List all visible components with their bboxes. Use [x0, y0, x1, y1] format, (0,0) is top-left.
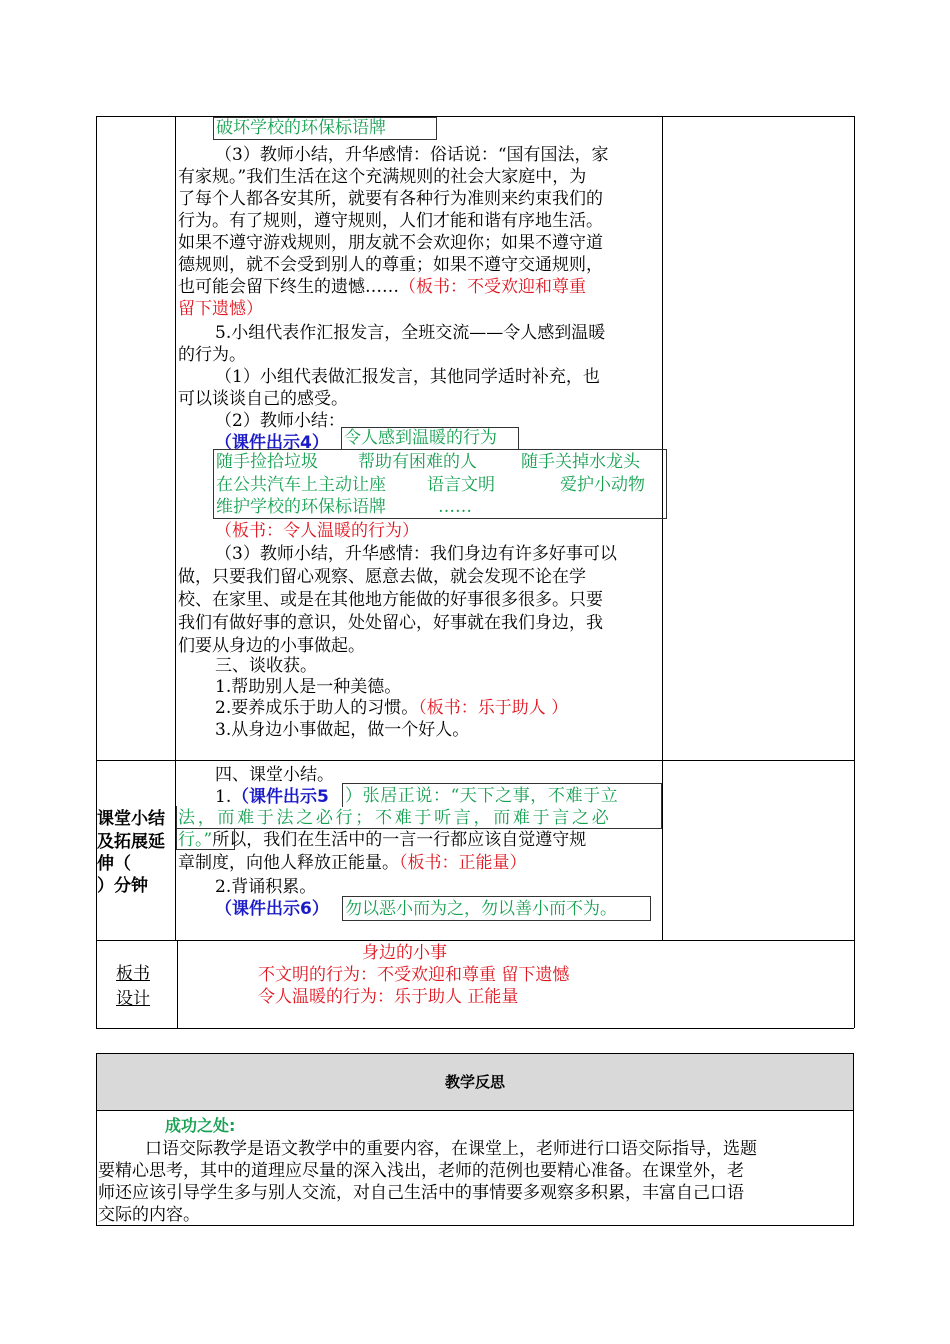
- p3-line: 如果不遵守游戏规则，朋友就不会欢迎你；如果不遵守道: [178, 233, 603, 253]
- board-column-divider: [177, 940, 178, 1028]
- p3b-line: 校、在家里、或是在其他地方能做的好事很多很多。只要: [178, 590, 603, 610]
- board-warm-note: （板书：令人温暖的行为）: [215, 521, 419, 541]
- board-line: 不文明的行为：不受欢迎和尊重 留下遗憾: [258, 965, 570, 985]
- courseware-6: （课件出示6）: [215, 899, 329, 919]
- board-energy-note: （板书：正能量）: [399, 853, 527, 873]
- p3-line: 行为。有了规则，遵守规则，人们才能和谐有序地生活。: [178, 211, 603, 231]
- section-4-heading: 四、课堂小结。: [215, 765, 334, 785]
- row-divider-2: [96, 940, 854, 941]
- p3-line: 德规则，就不会受到别人的尊重；如果不遵守交通规则，: [178, 255, 603, 275]
- p3-line: 有家规。”我们生活在这个充满规则的社会大家庭中，为: [178, 167, 587, 187]
- sub1-line: 可以谈谈自己的感受。: [178, 389, 348, 409]
- board-label: 设计: [116, 989, 150, 1009]
- sub2-line: （2）教师小结：: [215, 411, 345, 431]
- harvest-item: 3.从身边小事做起，做一个好人。: [215, 720, 470, 740]
- warm-item: 随手关掉水龙头: [521, 452, 640, 472]
- p3-line: （3）教师小结，升华感情：俗话说：“国有国法，家: [215, 145, 609, 165]
- board-title: 身边的小事: [362, 943, 447, 963]
- table-right-border: [854, 116, 855, 1028]
- summary-label: 课堂小结: [97, 809, 165, 829]
- harvest-item: 1.帮助别人是一种美德。: [215, 677, 402, 697]
- board-label: 板书: [116, 964, 150, 984]
- column-divider-2: [662, 116, 663, 940]
- warm-item: 在公共汽车上主动让座: [216, 475, 386, 495]
- p3-board-note-cont: 留下遗憾）: [178, 299, 263, 319]
- reflection-line: 口语交际教学是语文教学中的重要内容，在课堂上，老师进行口语交际指导，选题: [145, 1139, 757, 1159]
- reflection-header: 教学反思: [444, 1073, 505, 1091]
- reflection-line: 要精心思考，其中的道理应尽量的深入浅出，老师的范例也要精心准备。在课堂外，老: [98, 1161, 744, 1181]
- p3-line-last: [178, 276, 586, 298]
- harvest-item: [215, 697, 568, 719]
- step5-line: 的行为。: [178, 345, 246, 365]
- harvest-board-note: （板书：乐于助人 ）: [418, 698, 569, 718]
- reflection-line: 师还应该引导学生多与别人交流，对自己生活中的事情要多观察多积累，丰富自己口语: [98, 1183, 744, 1203]
- env-sign-text: 破坏学校的环保标语牌: [216, 118, 386, 138]
- harvest-text: 2.要养成乐于助人的习惯。: [215, 698, 419, 718]
- quote-line: 法，而难于法之必行；不难于听言，而难于言之必: [178, 808, 612, 828]
- warm-item: 随手捡拾垃圾: [216, 452, 318, 472]
- board-line: 令人温暖的行为：乐于助人 正能量: [258, 987, 519, 1007]
- warm-item: 帮助有困难的人: [358, 452, 477, 472]
- summary-text-line: [178, 829, 586, 851]
- row-divider-1: [96, 760, 854, 761]
- step5-line: 5.小组代表作汇报发言，全班交流——令人感到温暖: [215, 323, 606, 343]
- warm-item: 语言文明: [427, 475, 495, 495]
- courseware-5: （课件出示5: [232, 787, 329, 807]
- table-bottom-border: [96, 1028, 854, 1029]
- summary-text: 章制度，向他人释放正能量。: [178, 853, 399, 873]
- p3b-line: 我们有做好事的意识，处处留心，好事就在我们身边，我: [178, 613, 603, 633]
- section-3-heading: 三、谈收获。: [215, 656, 317, 676]
- p3-line: 了每个人都各安其所，就要有各种行为准则来约束我们的: [178, 189, 603, 209]
- table-top-border: [96, 116, 854, 117]
- quote-end: 行。”: [178, 830, 213, 850]
- reflection-line: 交际的内容。: [98, 1205, 200, 1225]
- sub1-line: （1）小组代表做汇报发言，其他同学适时补充，也: [215, 367, 600, 387]
- p3-last-text: 也可能会留下终生的遗憾……: [178, 277, 399, 297]
- summary-label: ）分钟: [97, 876, 148, 896]
- success-label: 成功之处:: [165, 1116, 236, 1135]
- warm-item: ……: [438, 497, 472, 517]
- p3b-line: 做，只要我们留心观察、愿意去做，就会发现不论在学: [178, 567, 586, 587]
- summary-label: 伸（: [97, 854, 131, 874]
- p3b-line: （3）教师小结，升华感情：我们身边有许多好事可以: [215, 544, 617, 564]
- summary-label: 及拓展延: [97, 832, 165, 852]
- warm-title: 令人感到温暖的行为: [344, 428, 497, 448]
- p3-board-note: （板书：不受欢迎和尊重: [399, 277, 586, 297]
- summary-text: 所以，我们在生活中的一言一行都应该自觉遵守规: [212, 830, 587, 850]
- summary-text-line2: [178, 852, 527, 874]
- warm-item: 维护学校的环保标语牌: [216, 497, 386, 517]
- summary-item2: 2.背诵积累。: [215, 877, 317, 897]
- summary-item1-num: 1.: [215, 787, 232, 807]
- courseware-4: （课件出示4）: [215, 433, 329, 453]
- warm-item: 爱护小动物: [560, 475, 645, 495]
- quote-line: ）张居正说：“天下之事，不难于立: [345, 786, 619, 806]
- motto: 勿以恶小而为之，勿以善小而不为。: [345, 899, 617, 919]
- p3b-line: 们要从身边的小事做起。: [178, 636, 365, 656]
